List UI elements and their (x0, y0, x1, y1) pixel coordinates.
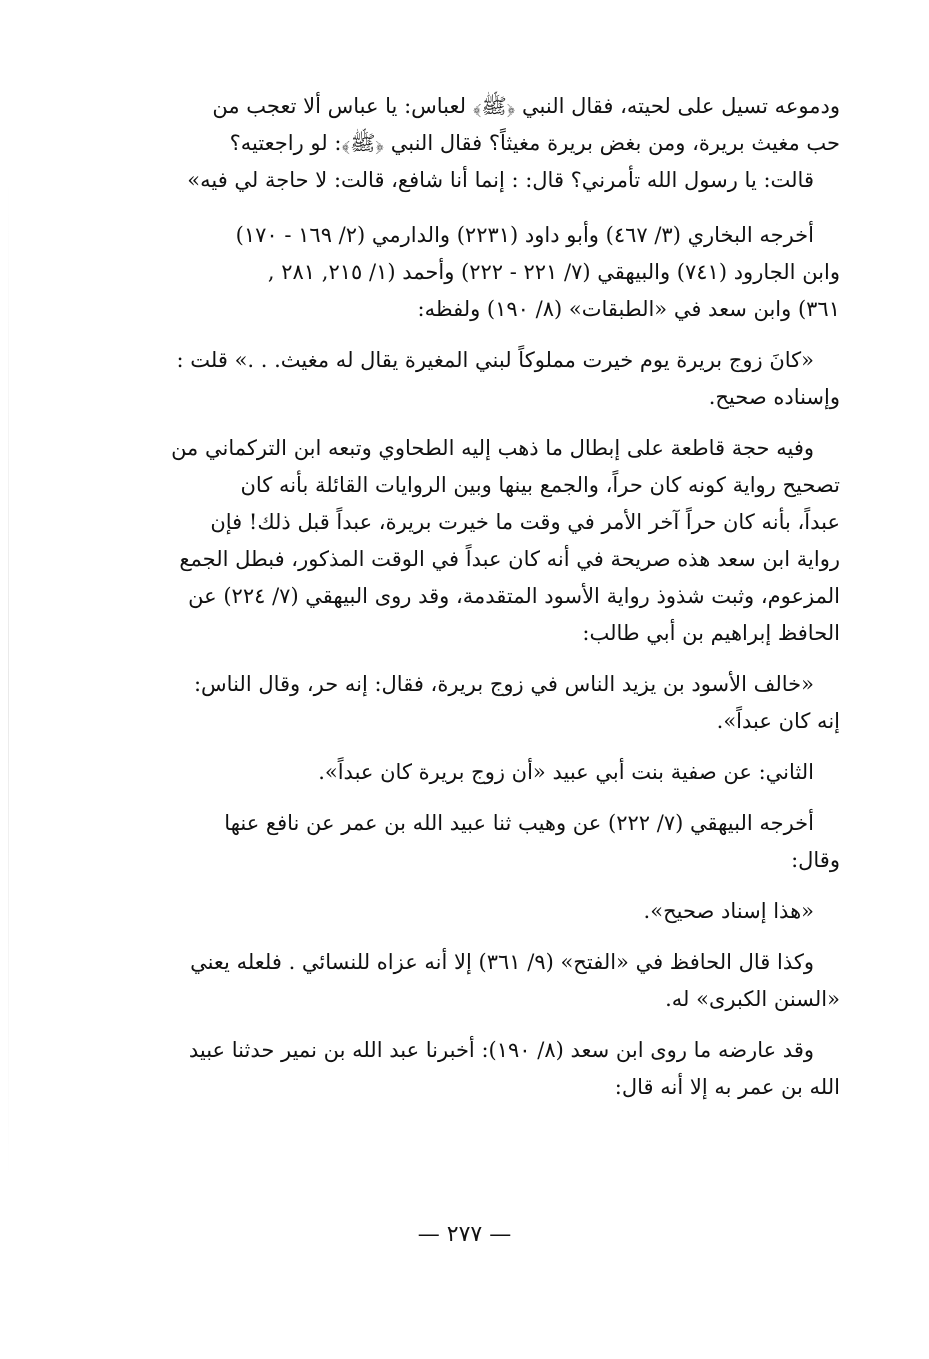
second-narration (150, 754, 840, 791)
counter-narration (150, 1032, 840, 1106)
text-line: الثاني: عن صفية بنت أبي عبيد «أن زوج بريرة كان عبداً». (318, 760, 814, 784)
text-line: وإسناده صحيح. (708, 385, 840, 409)
text-line: «كانَ زوج بريرة يوم خيرت مملوكاً لبني المغيرة يقال له مغيث. . .» قلت : (176, 348, 814, 372)
text-line: «السنن الكبرى» له. (665, 987, 840, 1011)
text-line: وابن الجارود (٧٤١) والبيهقي (٧/ ٢٢١ - ٢٢٢) وأحمد (١/ ٢١٥, ٢٨١ , (267, 260, 840, 284)
text-line: الله بن عمر به إلا أنه قال: (614, 1075, 840, 1099)
text-line: وقال: (791, 848, 840, 872)
text-line: المزعوم، وثبت شذوذ رواية الأسود المتقدمة، وقد روى البيهقي (٧/ ٢٢٤) عن (188, 584, 840, 608)
argument-paragraph (150, 430, 840, 652)
text-line: إنه كان عبداً». (716, 709, 840, 733)
text-line: وكذا قال الحافظ في «الفتح» (٩/ ٣٦١) إلا أنه عزاه للنسائي . فلعله يعني (190, 950, 814, 974)
text-line: أخرجه البخاري (٣/ ٤٦٧) وأبو داود (٢٢٣١) والدارمي (٢/ ١٦٩ - ١٧٠) (235, 223, 814, 247)
text-line: أخرجه البيهقي (٧/ ٢٢٢) عن وهيب ثنا عبيد الله بن عمر عن نافع عنها (224, 811, 814, 835)
text-line: الحافظ إبراهيم بن أبي طالب: (582, 621, 840, 645)
text-line: «خالف الأسود بن يزيد الناس في زوج بريرة، فقال: إنه حر، وقال الناس: (193, 672, 814, 696)
text-line: عبداً، بأنه كان حراً آخر الأمر في وقت ما خيرت بريرة، عبداً قبل ذلك! فإن (210, 510, 840, 534)
text-line: تصحيح رواية كونه كان حراً، والجمع بينها وبين الروايات القائلة بأنه كان (240, 473, 840, 497)
takhrij-bayhaqi (150, 805, 840, 879)
text-line: «هذا إسناد صحيح». (643, 899, 814, 923)
quote-ibrahim (150, 666, 840, 740)
scan-edge-shadow (8, 180, 9, 1180)
hadith-continuation (150, 88, 840, 199)
text-line: وفيه حجة قاطعة على إبطال ما ذهب إليه الطحاوي وتبعه ابن التركماني من (171, 436, 814, 460)
text-line: ودموعه تسيل على لحيته، فقال النبي ﴿ﷺ﴾ لعباس: يا عباس ألا تعجب من (212, 94, 840, 118)
text-line: حب مغيث بريرة، ومن بغض بريرة مغيثاً؟ فقال النبي ﴿ﷺ﴾: لو راجعتيه؟ (229, 131, 840, 155)
page-body (150, 88, 840, 1120)
text-line: رواية ابن سعد هذه صريحة في أنه كان عبداً في الوقت المذكور، فبطل الجمع (179, 547, 840, 571)
text-line: وقد عارضه ما روى ابن سعد (٨/ ١٩٠): أخبرنا عبد الله بن نمير حدثنا عبيد (188, 1038, 814, 1062)
fath-paragraph (150, 944, 840, 1018)
quote-sahih (150, 893, 840, 930)
quote-ibn-sad (150, 342, 840, 416)
page-number: — ٢٧٧ — (417, 1222, 512, 1247)
takhrij-paragraph (150, 217, 840, 328)
text-line: قالت: يا رسول الله تأمرني؟ قال: : إنما أنا شافع، قالت: لا حاجة لي فيه» (187, 168, 814, 192)
text-line: ٣٦١) وابن سعد في «الطبقات» (٨/ ١٩٠) ولفظه: (417, 297, 840, 321)
